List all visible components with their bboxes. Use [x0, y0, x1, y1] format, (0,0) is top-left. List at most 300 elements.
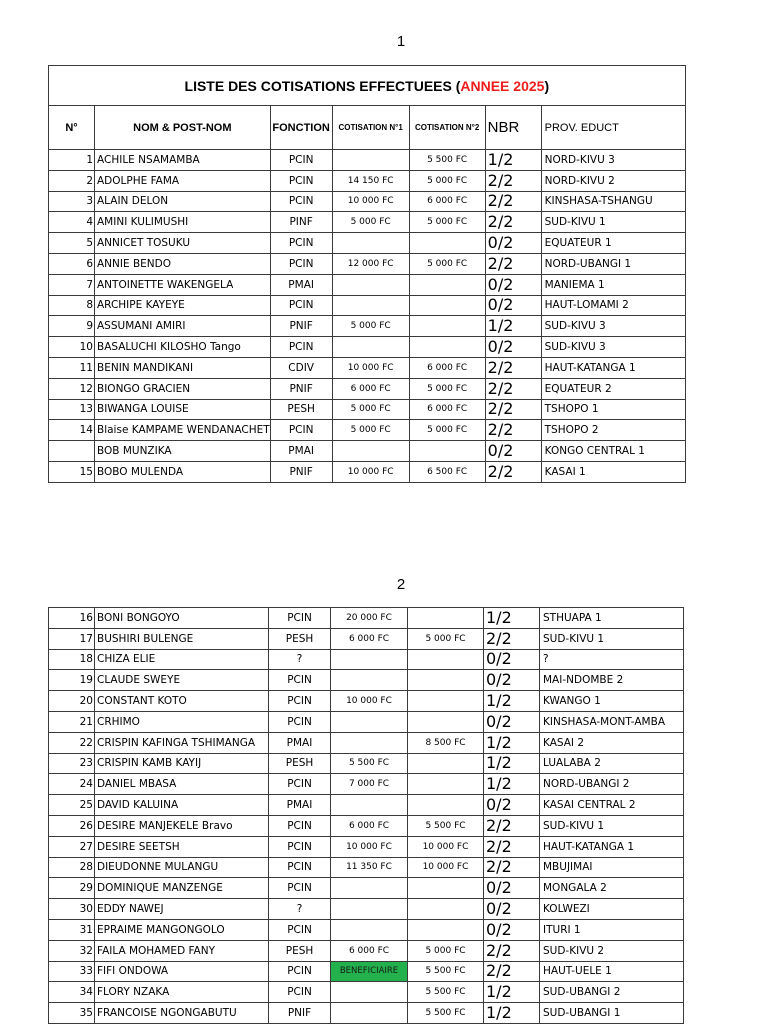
- cotisation-2: [409, 316, 485, 337]
- payment-count: 1/2: [484, 753, 540, 774]
- province: SUD-UBANGI 1: [540, 1003, 684, 1024]
- cotisation-2: 5 000 FC: [408, 628, 484, 649]
- cotisation-1: 5 000 FC: [332, 212, 409, 233]
- table-row: [49, 461, 686, 482]
- cotisation-2: 5 500 FC: [409, 150, 485, 171]
- member-name: ANNICET TOSUKU: [95, 233, 271, 254]
- cotisation-2: 10 000 FC: [408, 857, 484, 878]
- table-row: [49, 337, 686, 358]
- header-nbr: NBR: [485, 106, 541, 150]
- province: KOLWEZI: [540, 899, 684, 920]
- beneficiary-badge: BENEFICIAIRE: [331, 961, 408, 982]
- table-row: [49, 836, 684, 857]
- province: NORD-UBANGI 1: [541, 253, 685, 274]
- row-number: 4: [49, 212, 95, 233]
- table-row: [49, 170, 686, 191]
- cotisation-2: [409, 337, 485, 358]
- payment-count: 0/2: [484, 795, 540, 816]
- payment-count: 2/2: [484, 961, 540, 982]
- cotisation-1: [331, 711, 408, 732]
- row-number: [49, 441, 95, 462]
- member-function: PCIN: [270, 295, 332, 316]
- province: HAUT-KATANGA 1: [541, 357, 685, 378]
- province: SUD-KIVU 1: [540, 815, 684, 836]
- row-number: 20: [49, 691, 95, 712]
- member-name: CONSTANT KOTO: [95, 691, 269, 712]
- payment-count: 0/2: [485, 441, 541, 462]
- table-row: [49, 857, 684, 878]
- cotisation-1: 5 000 FC: [332, 420, 409, 441]
- member-name: EPRAIME MANGONGOLO: [95, 919, 269, 940]
- payment-count: 0/2: [485, 337, 541, 358]
- row-number: 14: [49, 420, 95, 441]
- member-function: PNIF: [270, 316, 332, 337]
- member-function: PCIN: [269, 878, 331, 899]
- row-number: 35: [49, 1003, 95, 1024]
- payment-count: 1/2: [485, 150, 541, 171]
- payment-count: 0/2: [484, 670, 540, 691]
- province: KONGO CENTRAL 1: [541, 441, 685, 462]
- table-row: [49, 753, 684, 774]
- row-number: 33: [49, 961, 95, 982]
- member-name: AMINI KULIMUSHI: [95, 212, 271, 233]
- row-number: 25: [49, 795, 95, 816]
- payment-count: 2/2: [485, 378, 541, 399]
- cotisation-1: [331, 649, 408, 670]
- cotisation-2: 6 500 FC: [409, 461, 485, 482]
- cotisation-1: [331, 982, 408, 1003]
- cotisation-1: 10 000 FC: [332, 461, 409, 482]
- member-name: FIFI ONDOWA: [95, 961, 269, 982]
- cotisation-1: [331, 732, 408, 753]
- payment-count: 0/2: [484, 919, 540, 940]
- payment-count: 2/2: [485, 461, 541, 482]
- row-number: 21: [49, 711, 95, 732]
- province: EQUATEUR 2: [541, 378, 685, 399]
- row-number: 10: [49, 337, 95, 358]
- province: KASAI 1: [541, 461, 685, 482]
- payment-count: 2/2: [484, 836, 540, 857]
- member-name: FRANCOISE NGONGABUTU: [95, 1003, 269, 1024]
- member-name: BOB MUNZIKA: [95, 441, 271, 462]
- member-function: PCIN: [269, 982, 331, 1003]
- cotisation-1: [332, 233, 409, 254]
- member-function: PCIN: [269, 670, 331, 691]
- member-name: FAILA MOHAMED FANY: [95, 940, 269, 961]
- table-row: [49, 357, 686, 378]
- contributions-table-page-2: [48, 607, 684, 1024]
- cotisation-1: [331, 670, 408, 691]
- cotisation-2: 5 000 FC: [409, 378, 485, 399]
- table-row: [49, 815, 684, 836]
- table-row: [49, 191, 686, 212]
- cotisation-2: [408, 691, 484, 712]
- member-function: PCIN: [270, 233, 332, 254]
- member-function: PMAI: [269, 732, 331, 753]
- cotisation-2: 6 000 FC: [409, 191, 485, 212]
- cotisation-1: 5 000 FC: [332, 316, 409, 337]
- header-name: NOM & POST-NOM: [95, 106, 271, 150]
- payment-count: 1/2: [484, 1003, 540, 1024]
- table-row: [49, 150, 686, 171]
- row-number: 32: [49, 940, 95, 961]
- member-function: PCIN: [269, 836, 331, 857]
- cotisation-1: [331, 899, 408, 920]
- payment-count: 1/2: [484, 732, 540, 753]
- member-function: PCIN: [269, 774, 331, 795]
- payment-count: 1/2: [484, 982, 540, 1003]
- province: SUD-KIVU 1: [541, 212, 685, 233]
- row-number: 3: [49, 191, 95, 212]
- province: TSHOPO 2: [541, 420, 685, 441]
- cotisation-2: 5 500 FC: [408, 982, 484, 1003]
- row-number: 23: [49, 753, 95, 774]
- row-number: 19: [49, 670, 95, 691]
- member-function: PCIN: [269, 919, 331, 940]
- member-function: PNIF: [270, 461, 332, 482]
- payment-count: 1/2: [485, 316, 541, 337]
- member-name: CRHIMO: [95, 711, 269, 732]
- member-function: PMAI: [269, 795, 331, 816]
- table-row: [49, 399, 686, 420]
- member-name: ACHILE NSAMAMBA: [95, 150, 271, 171]
- row-number: 8: [49, 295, 95, 316]
- province: HAUT-LOMAMI 2: [541, 295, 685, 316]
- header-prov: PROV. EDUCT: [541, 106, 685, 150]
- payment-count: 0/2: [485, 274, 541, 295]
- row-number: 11: [49, 357, 95, 378]
- member-name: CLAUDE SWEYE: [95, 670, 269, 691]
- table-row: [49, 274, 686, 295]
- table-row: [49, 608, 684, 629]
- table-row: [49, 795, 684, 816]
- payment-count: 0/2: [484, 711, 540, 732]
- payment-count: 2/2: [485, 212, 541, 233]
- member-name: DOMINIQUE MANZENGE: [95, 878, 269, 899]
- cotisation-2: [409, 295, 485, 316]
- table-row: [49, 711, 684, 732]
- province: SUD-KIVU 2: [540, 940, 684, 961]
- cotisation-1: 5 000 FC: [332, 399, 409, 420]
- row-number: 26: [49, 815, 95, 836]
- cotisation-1: [332, 337, 409, 358]
- member-name: DESIRE SEETSH: [95, 836, 269, 857]
- cotisation-2: [408, 774, 484, 795]
- table-row: [49, 732, 684, 753]
- cotisation-1: 6 000 FC: [331, 628, 408, 649]
- cotisation-2: [409, 441, 485, 462]
- member-function: PCIN: [269, 608, 331, 629]
- title-end: ): [544, 77, 550, 94]
- cotisation-1: [332, 274, 409, 295]
- member-name: ARCHIPE KAYEYE: [95, 295, 271, 316]
- member-name: ADOLPHE FAMA: [95, 170, 271, 191]
- payment-count: 2/2: [485, 170, 541, 191]
- province: HAUT-UELE 1: [540, 961, 684, 982]
- province: SUD-KIVU 1: [540, 628, 684, 649]
- member-function: PCIN: [269, 961, 331, 982]
- table-row: [49, 628, 684, 649]
- member-function: PNIF: [269, 1003, 331, 1024]
- member-function: CDIV: [270, 357, 332, 378]
- cotisation-1: 20 000 FC: [331, 608, 408, 629]
- member-name: BENIN MANDIKANI: [95, 357, 271, 378]
- payment-count: 2/2: [485, 253, 541, 274]
- member-function: PMAI: [270, 441, 332, 462]
- row-number: 16: [49, 608, 95, 629]
- cotisation-2: [408, 919, 484, 940]
- member-function: PESH: [269, 628, 331, 649]
- cotisation-2: [408, 608, 484, 629]
- row-number: 12: [49, 378, 95, 399]
- province: MONGALA 2: [540, 878, 684, 899]
- table-row: [49, 670, 684, 691]
- cotisation-1: 10 000 FC: [331, 836, 408, 857]
- member-name: BOBO MULENDA: [95, 461, 271, 482]
- cotisation-2: 5 000 FC: [408, 940, 484, 961]
- member-name: BIONGO GRACIEN: [95, 378, 271, 399]
- province: EQUATEUR 1: [541, 233, 685, 254]
- table-row: [49, 649, 684, 670]
- member-function: PMAI: [270, 274, 332, 295]
- cotisation-1: [332, 441, 409, 462]
- member-function: PCIN: [269, 815, 331, 836]
- row-number: 5: [49, 233, 95, 254]
- row-number: 24: [49, 774, 95, 795]
- member-name: FLORY NZAKA: [95, 982, 269, 1003]
- province: STHUAPA 1: [540, 608, 684, 629]
- province: SUD-KIVU 3: [541, 316, 685, 337]
- member-name: EDDY NAWEJ: [95, 899, 269, 920]
- cotisation-2: 6 000 FC: [409, 357, 485, 378]
- province: KINSHASA-TSHANGU: [541, 191, 685, 212]
- title-main: LISTE DES COTISATIONS EFFECTUEES (: [184, 77, 461, 94]
- member-name: BIWANGA LOUISE: [95, 399, 271, 420]
- member-function: PNIF: [270, 378, 332, 399]
- row-number: 30: [49, 899, 95, 920]
- province: ?: [540, 649, 684, 670]
- cotisation-2: [408, 795, 484, 816]
- cotisation-2: 5 000 FC: [409, 253, 485, 274]
- payment-count: 0/2: [485, 233, 541, 254]
- table-row: [49, 774, 684, 795]
- cotisation-1: 6 000 FC: [332, 378, 409, 399]
- cotisation-1: [332, 295, 409, 316]
- member-function: ?: [269, 649, 331, 670]
- row-number: 7: [49, 274, 95, 295]
- cotisation-2: 8 500 FC: [408, 732, 484, 753]
- row-number: 31: [49, 919, 95, 940]
- payment-count: 2/2: [485, 420, 541, 441]
- header-cotisation-1: COTISATION N°1: [332, 106, 409, 150]
- cotisation-2: 5 000 FC: [409, 420, 485, 441]
- table-title: [49, 66, 686, 106]
- table-row: [49, 878, 684, 899]
- cotisation-2: [408, 670, 484, 691]
- member-function: PCIN: [270, 191, 332, 212]
- cotisation-1: 10 000 FC: [331, 691, 408, 712]
- province: NORD-UBANGI 2: [540, 774, 684, 795]
- member-name: BONI BONGOYO: [95, 608, 269, 629]
- table-row: [49, 295, 686, 316]
- member-function: PCIN: [269, 691, 331, 712]
- payment-count: 2/2: [485, 357, 541, 378]
- row-number: 27: [49, 836, 95, 857]
- province: MANIEMA 1: [541, 274, 685, 295]
- member-name: DIEUDONNE MULANGU: [95, 857, 269, 878]
- row-number: 34: [49, 982, 95, 1003]
- row-number: 1: [49, 150, 95, 171]
- cotisation-1: [331, 919, 408, 940]
- province: KWANGO 1: [540, 691, 684, 712]
- member-name: CRISPIN KAMB KAYIJ: [95, 753, 269, 774]
- cotisation-2: 10 000 FC: [408, 836, 484, 857]
- member-function: PCIN: [270, 420, 332, 441]
- row-number: 2: [49, 170, 95, 191]
- row-number: 6: [49, 253, 95, 274]
- cotisation-2: 5 500 FC: [408, 1003, 484, 1024]
- province: KASAI CENTRAL 2: [540, 795, 684, 816]
- payment-count: 2/2: [484, 628, 540, 649]
- cotisation-1: [331, 795, 408, 816]
- row-number: 22: [49, 732, 95, 753]
- payment-count: 0/2: [485, 295, 541, 316]
- table-row: [49, 253, 686, 274]
- cotisation-2: [408, 878, 484, 899]
- member-function: PCIN: [270, 150, 332, 171]
- cotisation-1: 10 000 FC: [332, 357, 409, 378]
- province: NORD-KIVU 3: [541, 150, 685, 171]
- cotisation-2: [408, 649, 484, 670]
- page-number-2: 2: [396, 576, 406, 593]
- payment-count: 1/2: [484, 691, 540, 712]
- province: KASAI 2: [540, 732, 684, 753]
- title-year: ANNEE 2025: [460, 77, 545, 94]
- row-number: 13: [49, 399, 95, 420]
- cotisation-1: 11 350 FC: [331, 857, 408, 878]
- payment-count: 0/2: [484, 899, 540, 920]
- province: SUD-KIVU 3: [541, 337, 685, 358]
- payment-count: 2/2: [484, 857, 540, 878]
- header-cotisation-2: COTISATION N°2: [409, 106, 485, 150]
- member-name: DESIRE MANJEKELE Bravo: [95, 815, 269, 836]
- province: ITURI 1: [540, 919, 684, 940]
- member-name: DANIEL MBASA: [95, 774, 269, 795]
- cotisation-1: [331, 878, 408, 899]
- cotisation-2: [409, 274, 485, 295]
- payment-count: 2/2: [484, 815, 540, 836]
- table-row: [49, 212, 686, 233]
- contributions-table-page-1: [48, 65, 686, 483]
- header-row: [49, 106, 686, 150]
- row-number: 9: [49, 316, 95, 337]
- cotisation-2: 6 000 FC: [409, 399, 485, 420]
- province: KINSHASA-MONT-AMBA: [540, 711, 684, 732]
- member-function: PCIN: [269, 711, 331, 732]
- page-number-1: 1: [396, 33, 406, 50]
- cotisation-2: [408, 753, 484, 774]
- cotisation-2: 5 000 FC: [409, 170, 485, 191]
- member-function: ?: [269, 899, 331, 920]
- member-name: ANNIE BENDO: [95, 253, 271, 274]
- member-name: ALAIN DELON: [95, 191, 271, 212]
- payment-count: 2/2: [485, 191, 541, 212]
- table-row: [49, 940, 684, 961]
- header-num: N°: [49, 106, 95, 150]
- cotisation-1: 6 000 FC: [331, 940, 408, 961]
- member-name: CRISPIN KAFINGA TSHIMANGA: [95, 732, 269, 753]
- table-row: [49, 441, 686, 462]
- member-function: PINF: [270, 212, 332, 233]
- cotisation-2: 5 500 FC: [408, 961, 484, 982]
- member-name: CHIZA ELIE: [95, 649, 269, 670]
- table-row: [49, 961, 684, 982]
- province: MAI-NDOMBE 2: [540, 670, 684, 691]
- cotisation-1: 5 500 FC: [331, 753, 408, 774]
- table-row: [49, 899, 684, 920]
- table-row: [49, 691, 684, 712]
- member-name: Blaise KAMPAME WENDANACHET: [95, 420, 271, 441]
- member-name: BUSHIRI BULENGE: [95, 628, 269, 649]
- payment-count: 2/2: [484, 940, 540, 961]
- cotisation-2: 5 000 FC: [409, 212, 485, 233]
- table-row: [49, 1003, 684, 1024]
- row-number: 15: [49, 461, 95, 482]
- cotisation-1: 6 000 FC: [331, 815, 408, 836]
- cotisation-2: 5 500 FC: [408, 815, 484, 836]
- province: NORD-KIVU 2: [541, 170, 685, 191]
- cotisation-2: [408, 899, 484, 920]
- table-row: [49, 378, 686, 399]
- row-number: 18: [49, 649, 95, 670]
- province: SUD-UBANGI 2: [540, 982, 684, 1003]
- payment-count: 2/2: [485, 399, 541, 420]
- payment-count: 1/2: [484, 774, 540, 795]
- member-function: PESH: [269, 753, 331, 774]
- member-function: PESH: [270, 399, 332, 420]
- row-number: 17: [49, 628, 95, 649]
- member-function: PCIN: [270, 337, 332, 358]
- cotisation-2: [408, 711, 484, 732]
- province: MBUJIMAI: [540, 857, 684, 878]
- member-function: PCIN: [270, 253, 332, 274]
- province: HAUT-KATANGA 1: [540, 836, 684, 857]
- table-row: [49, 316, 686, 337]
- member-function: PESH: [269, 940, 331, 961]
- row-number: 29: [49, 878, 95, 899]
- cotisation-2: [409, 233, 485, 254]
- table-row: [49, 233, 686, 254]
- table-row: [49, 420, 686, 441]
- member-name: BASALUCHI KILOSHO Tango: [95, 337, 271, 358]
- payment-count: 0/2: [484, 649, 540, 670]
- header-function: FONCTION: [270, 106, 332, 150]
- cotisation-1: 10 000 FC: [332, 191, 409, 212]
- table-row: [49, 982, 684, 1003]
- cotisation-1: [332, 150, 409, 171]
- member-name: ANTOINETTE WAKENGELA: [95, 274, 271, 295]
- member-name: DAVID KALUINA: [95, 795, 269, 816]
- member-name: ASSUMANI AMIRI: [95, 316, 271, 337]
- cotisation-1: [331, 1003, 408, 1024]
- row-number: 28: [49, 857, 95, 878]
- cotisation-1: 7 000 FC: [331, 774, 408, 795]
- cotisation-1: 14 150 FC: [332, 170, 409, 191]
- member-function: PCIN: [270, 170, 332, 191]
- member-function: PCIN: [269, 857, 331, 878]
- payment-count: 0/2: [484, 878, 540, 899]
- province: TSHOPO 1: [541, 399, 685, 420]
